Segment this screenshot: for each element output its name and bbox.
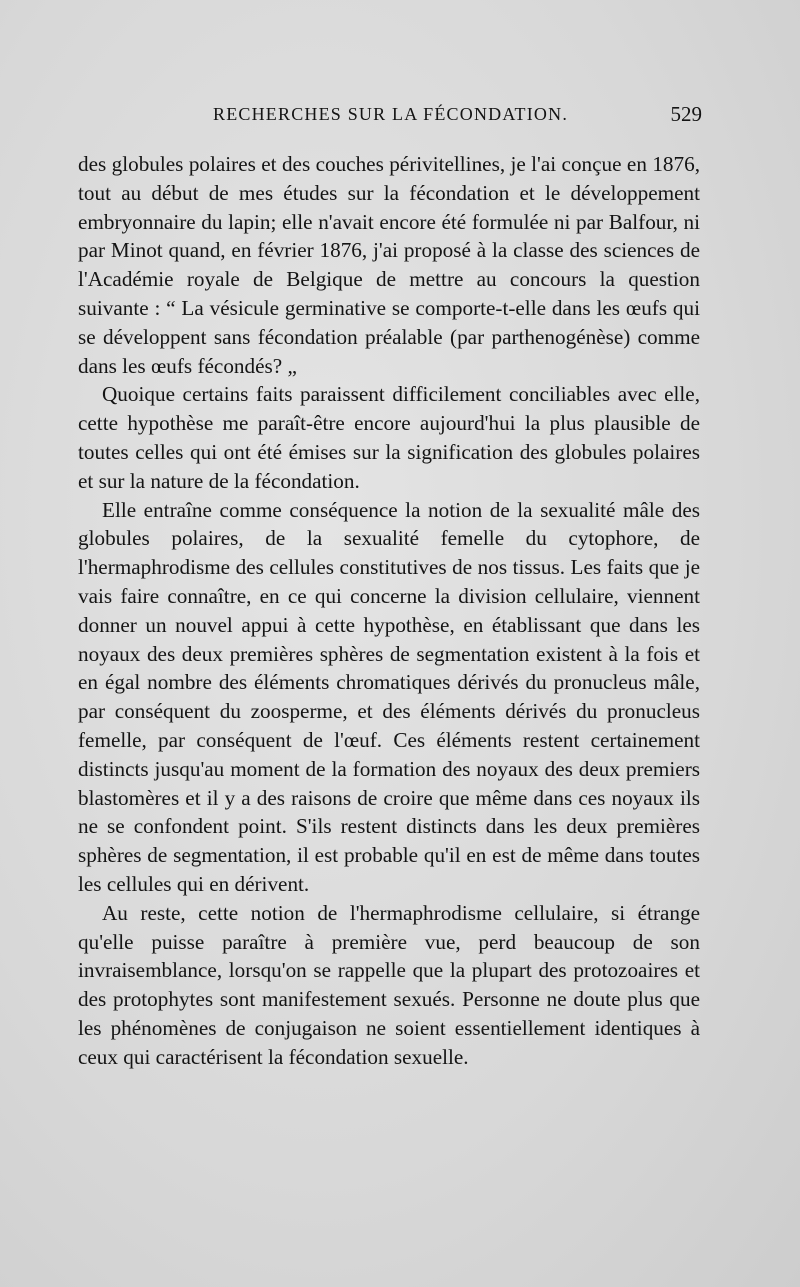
running-title: RECHERCHES SUR LA FÉCONDATION. [213,104,569,124]
page-number: 529 [670,102,702,126]
paragraph: Elle entraîne comme conséquence la notion de la sexualité mâle des globules polaires, de la sexualité femelle du cytophore, de l'hermaphrodisme des cellules constitutives de nos tissus. Les faits que je vais faire connaître, en ce qui concerne la division cellulaire, viennent donner un nouvel appui à cette hypothèse, en établissant que dans les noyaux des deux premières sphères de segmentation existent à la fois et en égal nombre des éléments chromatiques dérivés du pronucleus mâle, par conséquent du zoosperme, et des éléments dérivés du pronucleus femelle, par conséquent de l'œuf. Ces éléments restent certainement distincts jusqu'au moment de la formation des noyaux des deux premiers blastomères et il y a des raisons de croire que même dans ces noyaux ils ne se confondent point. S'ils restent distincts dans les deux premières sphères de segmentation, il est probable qu'il en est de même dans toutes les cellules qui en dérivent. [78,497,700,896]
paragraph: Au reste, cette notion de l'hermaphrodisme cellulaire, si étrange qu'elle puisse paraître à première vue, perd beaucoup de son invraisemblance, lorsqu'on se rappelle que la plupart des protozoaires et des protophytes sont manifestement sexués. Personne ne doute plus que les phénomènes de conjugaison ne soient essentiellement identiques à ceux qui caractérisent la fécondation sexuelle. [78,900,700,1069]
paragraph: Quoique certains faits paraissent difficilement conciliables avec elle, cette hypothèse me paraît-être encore aujourd'hui la plus plausible de toutes celles qui ont été émises sur la signification des globules polaires et sur la nature de la fécondation. [78,382,700,493]
body-text [78,150,700,1072]
running-head [78,104,702,130]
paragraph-continued: des globules polaires et des couches périvitellines, je l'ai conçue en 1876, tout au début de mes études sur la fécondation et le développement embryonnaire du lapin; elle n'avait encore été formulée ni par Balfour, ni par Minot quand, en février 1876, j'ai proposé à la classe des sciences de l'Académie royale de Belgique de mettre au concours la question suivante : “ La vésicule germinative se comporte-t-elle dans les œufs qui se développent sans fécondation préalable (par parthenogénèse) comme dans les œufs fécondés? „ [78,152,700,378]
